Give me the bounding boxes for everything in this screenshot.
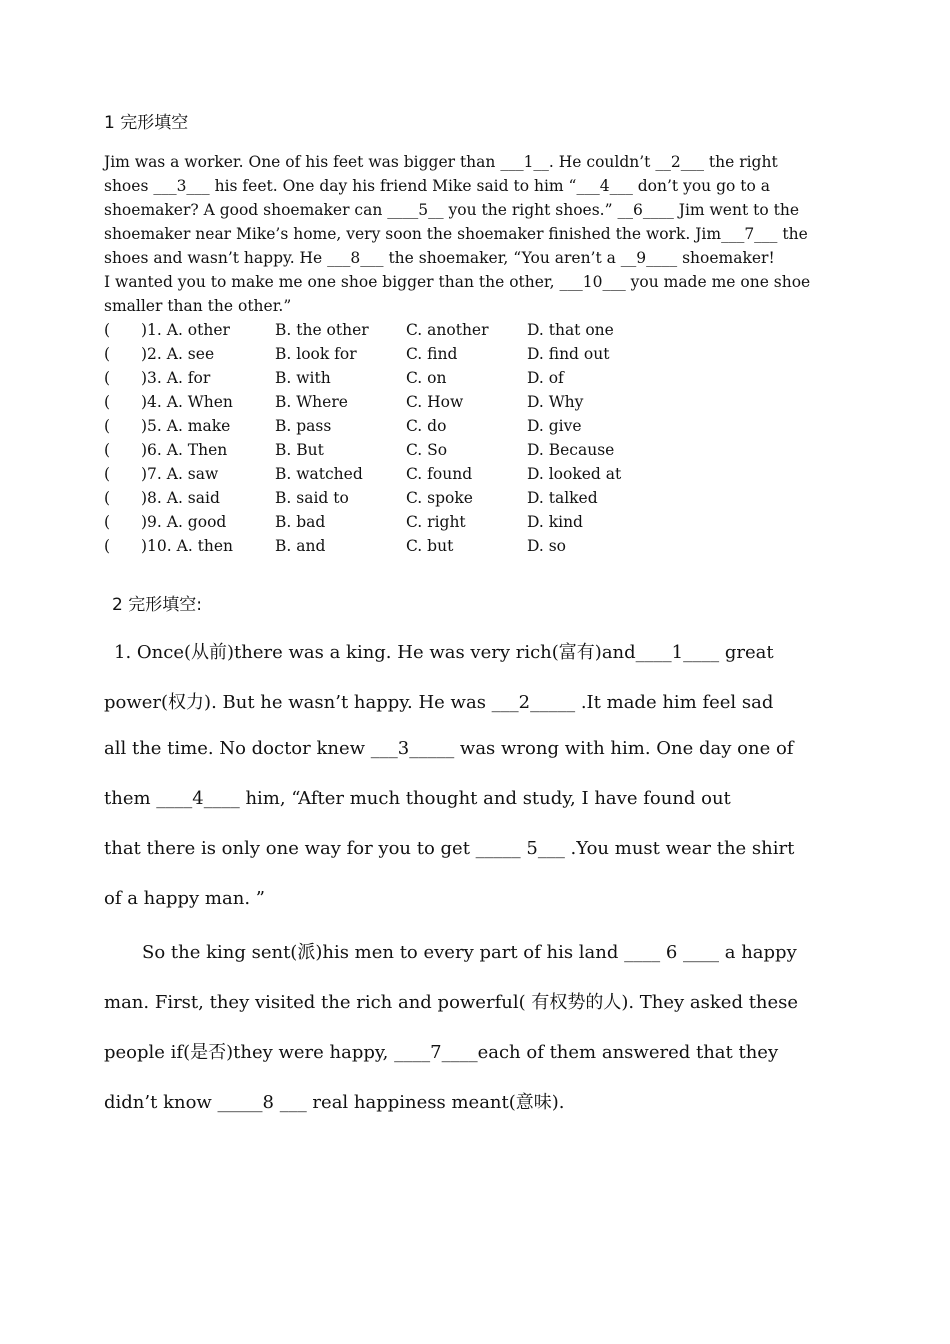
option-a: )9. A. good: [141, 513, 227, 531]
passage-line: people if(是否)they were happy, ____7____each of them answered that they: [104, 1042, 779, 1063]
answer-blank: (: [104, 393, 111, 411]
option-b: B. watched: [275, 465, 363, 483]
passage-line: man. First, they visited the rich and powerful( 有权势的人). They asked these: [104, 992, 799, 1013]
option-c: C. on: [406, 369, 447, 387]
option-d: D. that one: [527, 321, 614, 339]
section-1-passage: [104, 150, 864, 318]
passage-line: Jim was a worker. One of his feet was bigger than ___1__. He couldn’t __2___ the right: [104, 153, 778, 171]
answer-blank: (: [104, 465, 111, 483]
option-row: [104, 318, 864, 342]
option-b: B. pass: [275, 417, 332, 435]
option-b: B. But: [275, 441, 324, 459]
answer-blank: (: [104, 513, 111, 531]
option-row: [104, 390, 864, 414]
option-c: C. right: [406, 513, 466, 531]
option-d: D. so: [527, 537, 567, 555]
option-b: B. bad: [275, 513, 326, 531]
passage-line: shoes and wasn’t happy. He ___8___ the shoemaker, “You aren’t a __9____ shoemaker!: [104, 249, 775, 267]
answer-blank: (: [104, 321, 111, 339]
passage-line: shoemaker near Mike’s home, very soon the shoemaker finished the work. Jim___7___ the: [104, 225, 808, 243]
option-c: C. found: [406, 465, 473, 483]
option-d: D. give: [527, 417, 582, 435]
answer-blank: (: [104, 417, 111, 435]
option-d: D. of: [527, 369, 564, 387]
answer-blank: (: [104, 537, 111, 555]
option-c: C. How: [406, 393, 464, 411]
passage-line: shoes ___3___ his feet. One day his friend Mike said to him “___4___ don’t you go to a: [104, 177, 770, 195]
passage-line: 1. Once(从前)there was a king. He was very rich(富有)and____1____ great: [114, 642, 774, 663]
option-a: )1. A. other: [141, 321, 230, 339]
option-a: )4. A. When: [141, 393, 233, 411]
passage-line: I wanted you to make me one shoe bigger than the other, ___10___ you made me one shoe: [104, 273, 811, 291]
passage-line: So the king sent(派)his men to every part of his land ____ 6 ____ a happy: [142, 942, 797, 963]
passage-line: all the time. No doctor knew ___3_____ was wrong with him. One day one of: [104, 738, 794, 759]
option-c: C. spoke: [406, 489, 473, 507]
option-c: C. So: [406, 441, 448, 459]
option-c: C. but: [406, 537, 454, 555]
option-row: [104, 462, 864, 486]
option-row: [104, 438, 864, 462]
option-a: )10. A. then: [141, 537, 234, 555]
section-2-heading: 2 完形填空:: [112, 595, 202, 615]
option-row: [104, 534, 864, 558]
option-b: B. look for: [275, 345, 357, 363]
option-a: )2. A. see: [141, 345, 215, 363]
option-a: )8. A. said: [141, 489, 220, 507]
passage-line: didn’t know _____8 ___ real happiness meant(意味).: [104, 1092, 565, 1113]
option-b: B. and: [275, 537, 326, 555]
option-row: [104, 486, 864, 510]
option-d: D. Because: [527, 441, 615, 459]
option-b: B. the other: [275, 321, 369, 339]
answer-blank: (: [104, 345, 111, 363]
section-1-heading: 1 完形填空: [104, 113, 189, 133]
option-d: D. talked: [527, 489, 598, 507]
option-row: [104, 342, 864, 366]
option-c: C. another: [406, 321, 489, 339]
option-d: D. Why: [527, 393, 584, 411]
passage-line: them ____4____ him, “After much thought and study, I have found out: [104, 788, 731, 809]
option-a: )3. A. for: [141, 369, 211, 387]
passage-line: of a happy man. ”: [104, 888, 265, 909]
answer-blank: (: [104, 489, 111, 507]
answer-blank: (: [104, 441, 111, 459]
option-d: D. find out: [527, 345, 610, 363]
passage-line: power(权力). But he wasn’t happy. He was ___2_____ .It made him feel sad: [104, 692, 774, 713]
option-b: B. with: [275, 369, 331, 387]
option-c: C. find: [406, 345, 458, 363]
option-c: C. do: [406, 417, 447, 435]
answer-blank: (: [104, 369, 111, 387]
passage-line: smaller than the other.”: [104, 297, 292, 315]
option-a: )5. A. make: [141, 417, 231, 435]
option-row: [104, 366, 864, 390]
passage-line: that there is only one way for you to get _____ 5___ .You must wear the shirt: [104, 838, 795, 859]
option-row: [104, 414, 864, 438]
option-d: D. looked at: [527, 465, 622, 483]
option-a: )7. A. saw: [141, 465, 219, 483]
passage-line: shoemaker? A good shoemaker can ____5__ you the right shoes.” __6____ Jim went to the: [104, 201, 799, 219]
option-row: [104, 510, 864, 534]
option-d: D. kind: [527, 513, 583, 531]
option-b: B. Where: [275, 393, 348, 411]
options-list: [104, 318, 864, 558]
option-b: B. said to: [275, 489, 349, 507]
option-a: )6. A. Then: [141, 441, 228, 459]
